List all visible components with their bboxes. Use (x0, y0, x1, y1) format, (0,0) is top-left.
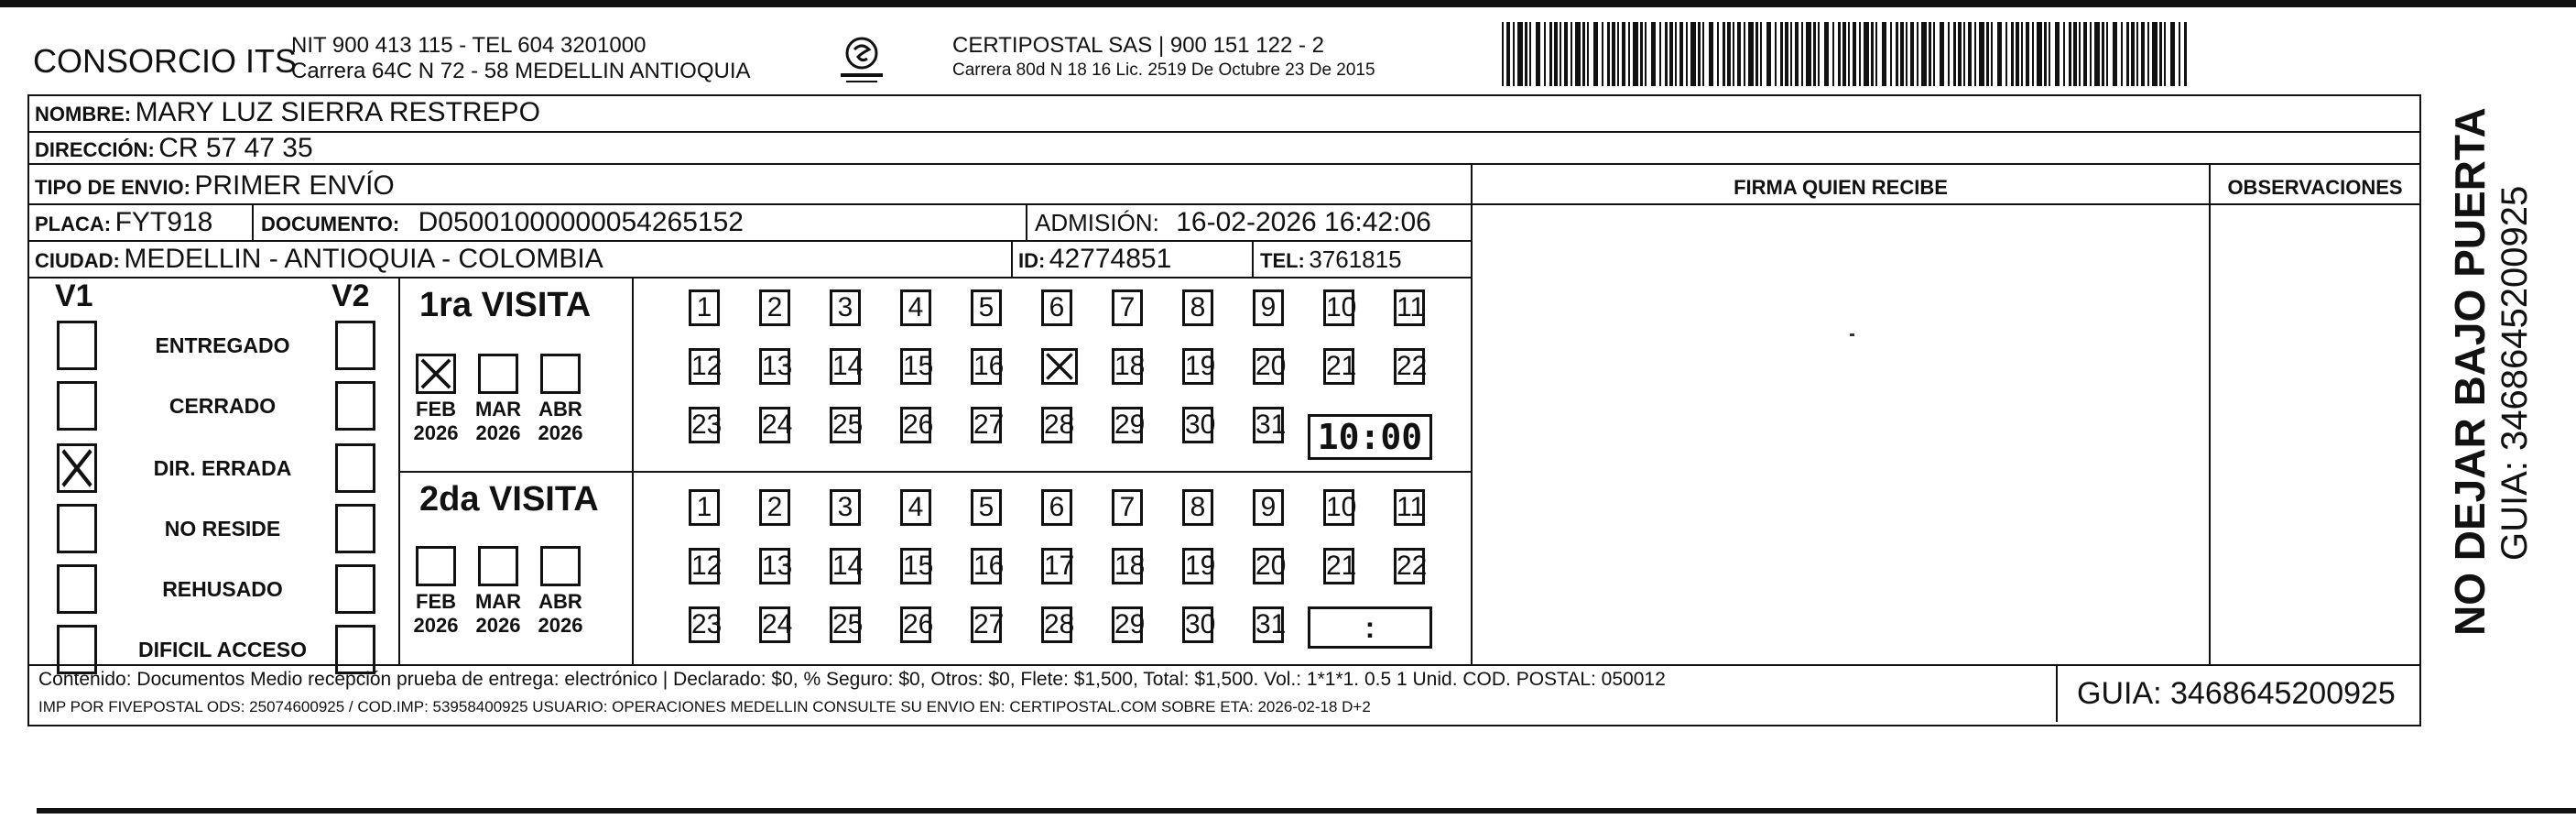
side-guia: GUIA: 3468645200925 (2494, 185, 2535, 561)
barcode-bar (2126, 22, 2129, 86)
second-visit-day[interactable]: 13 (759, 548, 790, 584)
barcode-bar (2094, 22, 2100, 86)
barcode-bar (1806, 22, 1811, 86)
barcode-bar (1813, 22, 1816, 86)
first-visit-day[interactable]: 4 (900, 289, 931, 326)
barcode-bar (1525, 22, 1527, 86)
barcode-bar (1790, 22, 1792, 86)
sheet-top-edge (0, 0, 2576, 7)
status-label: NO RESIDE (164, 517, 281, 541)
footer-guia: GUIA: 3468645200925 (2077, 676, 2396, 711)
barcode-bar (2032, 22, 2034, 86)
barcode-bar (1910, 22, 1914, 86)
nombre-value: MARY LUZ SIERRA RESTREPO (135, 97, 540, 127)
barcode-bar (1659, 22, 1661, 86)
barcode-bar (1612, 22, 1615, 86)
barcode-bar (1544, 22, 1546, 86)
second-time-box[interactable] (1308, 606, 1432, 649)
v2-checkbox[interactable] (335, 381, 375, 431)
barcode-bar (2083, 22, 2087, 86)
second-visit-day[interactable]: 6 (1041, 489, 1072, 526)
barcode-bar (1702, 22, 1704, 86)
admision-cell (1035, 207, 1431, 238)
placa-value: FYT918 (114, 207, 213, 237)
first-visit-day[interactable]: 20 (1253, 348, 1284, 385)
admision-label: ADMISIÓN: (1035, 209, 1159, 236)
second-visit-month-label: ABR 2026 (538, 590, 583, 637)
barcode-bar (1842, 22, 1846, 86)
barcode-bar (1607, 22, 1610, 86)
barcode-bar (2016, 22, 2019, 86)
first-visit-day[interactable]: 21 (1323, 348, 1354, 385)
barcode-bar (1628, 22, 1630, 86)
second-time-value: : (1364, 611, 1375, 644)
v2-checkbox[interactable] (335, 321, 375, 370)
barcode-bar (1853, 22, 1856, 86)
barcode-bar (1896, 22, 1898, 86)
second-visit-day[interactable]: 7 (1112, 489, 1143, 526)
header-underline (1471, 203, 2419, 205)
barcode-bar (1698, 22, 1701, 86)
first-visit-day[interactable]: 13 (759, 348, 790, 385)
barcode-bar (1795, 22, 1799, 86)
barcode-bar (1755, 22, 1758, 86)
id-value: 42774851 (1049, 244, 1172, 274)
row-divider (27, 664, 2419, 666)
barcode-bar (1575, 22, 1581, 86)
barcode-bar (1686, 22, 1688, 86)
barcode-bar (2121, 22, 2123, 86)
first-visit-month-checkbox[interactable] (540, 354, 581, 394)
second-visit-day[interactable]: 23 (689, 606, 720, 643)
barcode-bar (1571, 22, 1572, 86)
barcode-bar (1859, 22, 1861, 86)
barcode-bar (1733, 22, 1734, 86)
second-visit-day[interactable]: 31 (1253, 606, 1284, 643)
first-visit-day[interactable]: 29 (1112, 407, 1143, 443)
first-visit-day[interactable]: 6 (1041, 289, 1072, 326)
v1-checkbox[interactable] (57, 443, 97, 493)
first-visit-day[interactable] (1041, 348, 1078, 385)
barcode-bar (1554, 22, 1558, 86)
v1-checkbox[interactable] (57, 625, 97, 674)
first-visit-day[interactable]: 11 (1394, 289, 1425, 326)
barcode-bar (2055, 22, 2060, 86)
documento-value: D05001000000054265152 (418, 207, 744, 237)
col-divider (2056, 665, 2058, 722)
first-visit-day[interactable]: 23 (689, 407, 720, 443)
second-visit-day[interactable]: 29 (1112, 606, 1143, 643)
ciudad-cell (35, 244, 603, 275)
second-visit-day[interactable]: 27 (971, 606, 1002, 643)
barcode-bar (1832, 22, 1834, 86)
barcode-bar (2037, 22, 2042, 86)
imp-text: IMP POR FIVEPOSTAL ODS: 25074600925 / COD.IMP: 53958400925 USUARIO: OPERACIONES MEDELLIN CONSULTE SU ENVIO EN: CERTIPOSTAL.COM SOBRE ETA: 2026-02-18 D+2 (38, 698, 1371, 715)
second-visit-day[interactable]: 5 (971, 489, 1002, 526)
row-divider (27, 203, 1473, 205)
status-label: CERRADO (168, 394, 277, 418)
second-visit-day[interactable]: 9 (1253, 489, 1284, 526)
first-visit-day[interactable]: 15 (900, 348, 931, 385)
barcode-bar (1775, 22, 1777, 86)
first-visit-day[interactable]: 31 (1253, 407, 1284, 443)
second-visit-day[interactable]: 25 (830, 606, 861, 643)
status-label: DIFICIL ACCESO (137, 638, 307, 661)
side-warning: NO DEJAR BAJO PUERTA (2446, 107, 2494, 636)
second-visit-day[interactable]: 2 (759, 489, 790, 526)
documento-label: DOCUMENTO: (261, 213, 400, 235)
first-visit-day[interactable]: 24 (759, 407, 790, 443)
barcode-bar (2073, 22, 2077, 86)
signature-dot (1850, 333, 1854, 336)
barcode-bar (1882, 22, 1886, 86)
tel-value: 3761815 (1309, 246, 1402, 273)
barcode-bar (1640, 22, 1643, 86)
first-visit-day[interactable]: 7 (1112, 289, 1143, 326)
v1-checkbox[interactable] (57, 321, 97, 370)
barcode-bar (1675, 22, 1677, 86)
barcode-bar (2136, 22, 2138, 86)
barcode-bar (1997, 22, 2002, 86)
second-visit-month-label: FEB 2026 (413, 590, 459, 637)
barcode-bar (1737, 22, 1741, 86)
barcode-bar (2147, 22, 2149, 86)
barcode-bar (1536, 22, 1540, 86)
first-visit-day[interactable]: 8 (1182, 289, 1213, 326)
barcode-bar (1513, 22, 1515, 86)
first-visit-day[interactable]: 19 (1182, 348, 1213, 385)
row-divider (27, 131, 2419, 133)
barcode-bar (1953, 22, 1956, 86)
visit-divider (399, 471, 1471, 473)
barcode-bar (1593, 22, 1598, 86)
status-label: ENTREGADO (155, 333, 290, 357)
second-visit-day[interactable]: 16 (971, 548, 1002, 584)
col-divider (2209, 163, 2211, 665)
first-visit-day[interactable]: 16 (971, 348, 1002, 385)
first-visit-month-label: ABR 2026 (538, 398, 583, 444)
barcode-bar (2079, 22, 2081, 86)
barcode-bar (1824, 22, 1829, 86)
second-visit-day[interactable]: 3 (830, 489, 861, 526)
direccion-value: CR 57 47 35 (158, 133, 313, 163)
barcode-bar (2179, 22, 2180, 86)
ciudad-value: MEDELLIN - ANTIOQUIA - COLOMBIA (124, 244, 603, 274)
barcode-bar (1875, 22, 1877, 86)
sheet-bottom-edge (37, 808, 2576, 814)
second-visit-day[interactable]: 15 (900, 548, 931, 584)
admision-value: 16-02-2026 16:42:06 (1176, 207, 1431, 237)
row-divider (27, 240, 1473, 242)
v2-checkbox[interactable] (335, 564, 375, 614)
barcode-bar (1617, 22, 1619, 86)
barcode-bar (1748, 22, 1754, 86)
barcode-bar (1549, 22, 1552, 86)
barcode-bar (1633, 22, 1638, 86)
barcode-bar (1587, 22, 1589, 86)
barcode-bar (1921, 22, 1927, 86)
company-name: CONSORCIO ITS (33, 42, 298, 80)
first-visit-month-checkbox[interactable] (416, 354, 456, 394)
v1-checkbox[interactable] (57, 381, 97, 431)
barcode-bar (1690, 22, 1696, 86)
barcode-bar (2005, 22, 2007, 86)
direccion-row (35, 133, 313, 164)
tipo-value: PRIMER ENVÍO (194, 170, 395, 201)
first-visit-month-checkbox[interactable] (478, 354, 518, 394)
barcode-bar (1900, 22, 1904, 86)
second-visit-day[interactable]: 18 (1112, 548, 1143, 584)
second-visit-day[interactable]: 28 (1041, 606, 1072, 643)
documento-cell (261, 207, 744, 238)
first-visit-month-label: FEB 2026 (413, 398, 459, 444)
first-visit-day[interactable]: 28 (1041, 407, 1072, 443)
barcode-bar (1940, 22, 1944, 86)
barcode-bar (1890, 22, 1892, 86)
id-cell (1018, 244, 1171, 275)
first-visit-day[interactable]: 3 (830, 289, 861, 326)
v2-checkbox[interactable] (335, 625, 375, 674)
barcode-bar (1948, 22, 1950, 86)
placa-cell (35, 207, 212, 238)
second-visit-day[interactable]: 14 (830, 548, 861, 584)
status-label: REHUSADO (162, 577, 283, 601)
barcode-bar (1709, 22, 1713, 86)
barcode-bar (1564, 22, 1568, 86)
second-visit-title: 2da VISITA (419, 480, 599, 519)
barcode-bar (2152, 22, 2158, 86)
second-visit-day[interactable]: 22 (1394, 548, 1425, 584)
first-visit-day[interactable]: 30 (1182, 407, 1213, 443)
barcode-bar (1958, 22, 1962, 86)
barcode-bar (1651, 22, 1656, 86)
status-label: DIR. ERRADA (153, 456, 292, 480)
barcode-bar (1744, 22, 1745, 86)
barcode-bar (2090, 22, 2092, 86)
tipo-row (35, 170, 395, 202)
v2-checkbox[interactable] (335, 504, 375, 553)
direccion-label: DIRECCIÓN: (35, 138, 155, 161)
barcode-bar (1974, 22, 1976, 86)
barcode-bar (2021, 22, 2023, 86)
firma-header: FIRMA QUIEN RECIBE (1734, 176, 1948, 199)
first-time-box[interactable] (1308, 414, 1432, 460)
barcode-bar (1968, 22, 1972, 86)
barcode-bar (2113, 22, 2117, 86)
second-visit-day[interactable]: 30 (1182, 606, 1213, 643)
barcode-bar (1760, 22, 1762, 86)
barcode-bar (1818, 22, 1820, 86)
id-label: ID: (1018, 249, 1046, 272)
barcode-bar (2049, 22, 2050, 86)
barcode-bar (1766, 22, 1771, 86)
second-visit-day[interactable]: 17 (1041, 548, 1072, 584)
barcode-bar (1929, 22, 1931, 86)
barcode-bar (1979, 22, 1984, 86)
v1-header: V1 (55, 278, 93, 313)
first-visit-day[interactable]: 2 (759, 289, 790, 326)
barcode-bar (2131, 22, 2135, 86)
barcode-bar (1727, 22, 1731, 86)
barcode-bar (1582, 22, 1585, 86)
first-visit-day[interactable]: 22 (1394, 348, 1425, 385)
first-visit-day[interactable]: 26 (900, 407, 931, 443)
barcode-bar (1669, 22, 1673, 86)
barcode-bar (2026, 22, 2029, 86)
cell-divider (1026, 204, 1027, 241)
first-visit-day[interactable]: 12 (689, 348, 720, 385)
barcode-bar (1785, 22, 1788, 86)
first-visit-day[interactable]: 10 (1323, 289, 1354, 326)
barcode-bar (1991, 22, 1993, 86)
ciudad-label: CIUDAD: (35, 249, 120, 272)
barcode-bar (2170, 22, 2175, 86)
barcode-bar (1665, 22, 1668, 86)
v2-header: V2 (332, 278, 370, 313)
cell-divider (1252, 241, 1254, 278)
v2-checkbox[interactable] (335, 443, 375, 493)
row-divider (27, 277, 1473, 278)
contenido-text: Contenido: Documentos Medio recepción prueba de entrega: electrónico | Declarado: $0, % Seguro: $0, Otros: $0, Flete: $1,500, Total: $1,500. Vol.: 1*1*1. 0.5 1 Unid. COD. POSTAL: 050012 (38, 669, 1666, 690)
first-visit-day[interactable]: 14 (830, 348, 861, 385)
first-time-value: 10:00 (1317, 417, 1423, 457)
barcode-bar (1780, 22, 1783, 86)
second-visit-month-checkbox[interactable] (416, 546, 456, 586)
barcode-bar (1723, 22, 1725, 86)
barcode-bar (1871, 22, 1874, 86)
first-visit-day[interactable]: 18 (1112, 348, 1143, 385)
second-visit-day[interactable]: 11 (1394, 489, 1425, 526)
second-visit-month-checkbox[interactable] (478, 546, 518, 586)
barcode-bar (1838, 22, 1841, 86)
first-visit-day[interactable]: 27 (971, 407, 1002, 443)
barcode-bar (1517, 22, 1523, 86)
barcode-bar (1602, 22, 1603, 86)
second-visit-day[interactable]: 8 (1182, 489, 1213, 526)
barcode-bar (2159, 22, 2162, 86)
barcode (1502, 22, 2189, 86)
barcode-bar (1986, 22, 1989, 86)
barcode-bar (1622, 22, 1625, 86)
v1-checkbox[interactable] (57, 564, 97, 614)
tipo-label: TIPO DE ENVIO: (35, 176, 190, 199)
nombre-label: NOMBRE: (35, 103, 132, 126)
barcode-bar (2011, 22, 2014, 86)
second-visit-day[interactable]: 12 (689, 548, 720, 584)
barcode-bar (1502, 22, 1504, 86)
second-visit-day[interactable]: 1 (689, 489, 720, 526)
carrier-address: Carrera 80d N 18 16 Lic. 2519 De Octubre 23 De 2015 (952, 60, 1375, 80)
first-visit-day[interactable]: 25 (830, 407, 861, 443)
second-visit-day[interactable]: 10 (1323, 489, 1354, 526)
first-visit-day[interactable]: 9 (1253, 289, 1284, 326)
carrier-name: CERTIPOSTAL SAS | 900 151 122 - 2 (952, 33, 1324, 58)
company-address: Carrera 64C N 72 - 58 MEDELLIN ANTIOQUIA (291, 59, 751, 83)
barcode-bar (1645, 22, 1647, 86)
nombre-row (35, 97, 540, 128)
barcode-bar (2164, 22, 2166, 86)
barcode-bar (1963, 22, 1965, 86)
first-visit-day[interactable]: 5 (971, 289, 1002, 326)
barcode-bar (1848, 22, 1850, 86)
second-visit-day[interactable]: 26 (900, 606, 931, 643)
barcode-bar (2184, 22, 2187, 86)
barcode-bar (1906, 22, 1908, 86)
barcode-bar (1933, 22, 1935, 86)
barcode-bar (2063, 22, 2065, 86)
barcode-bar (1529, 22, 1531, 86)
second-visit-day[interactable]: 24 (759, 606, 790, 643)
first-visit-day[interactable]: 1 (689, 289, 720, 326)
barcode-bar (1801, 22, 1803, 86)
col-divider (1471, 163, 1473, 665)
barcode-bar (1917, 22, 1918, 86)
barcode-bar (2102, 22, 2104, 86)
certipostal-logo (833, 31, 890, 88)
observaciones-header: OBSERVACIONES (2227, 176, 2403, 199)
tel-label: TEL: (1260, 249, 1305, 272)
tel-cell (1260, 246, 1402, 274)
second-visit-day[interactable]: 4 (900, 489, 931, 526)
first-visit-month-label: MAR 2026 (474, 398, 522, 444)
second-visit-day[interactable]: 19 (1182, 548, 1213, 584)
barcode-bar (1717, 22, 1719, 86)
placa-label: PLACA: (35, 213, 112, 235)
barcode-bar (2069, 22, 2071, 86)
second-visit-month-checkbox[interactable] (540, 546, 581, 586)
barcode-bar (2044, 22, 2047, 86)
company-nit: NIT 900 413 115 - TEL 604 3201000 (291, 33, 647, 58)
barcode-bar (1679, 22, 1683, 86)
barcode-bar (2106, 22, 2108, 86)
row-divider (27, 163, 2419, 165)
barcode-bar (2141, 22, 2145, 86)
cell-divider (252, 204, 254, 241)
second-visit-month-label: MAR 2026 (474, 590, 522, 637)
cell-divider (1011, 241, 1013, 278)
barcode-bar (1560, 22, 1561, 86)
first-visit-title: 1ra VISITA (419, 286, 592, 324)
second-visit-day[interactable]: 21 (1323, 548, 1354, 584)
second-visit-day[interactable]: 20 (1253, 548, 1284, 584)
barcode-bar (1506, 22, 1510, 86)
barcode-bar (1864, 22, 1869, 86)
v1-checkbox[interactable] (57, 504, 97, 553)
